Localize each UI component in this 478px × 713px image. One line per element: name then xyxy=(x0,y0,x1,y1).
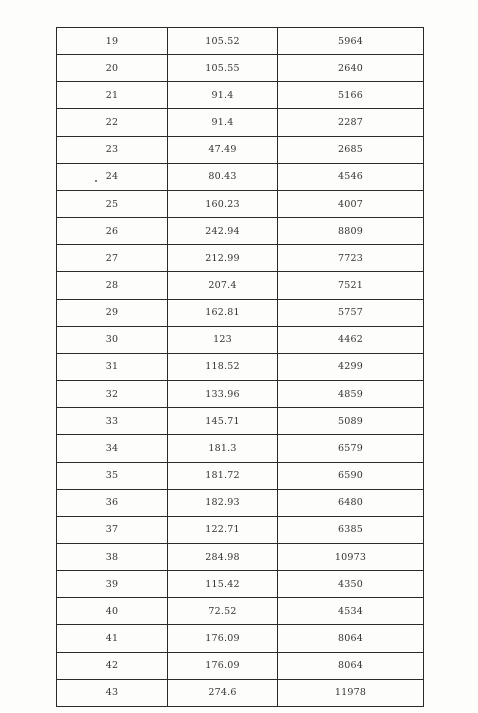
area-cell: 181.72 xyxy=(168,462,278,489)
row-number-cell: 21 xyxy=(57,82,168,109)
row-number-cell: 20 xyxy=(57,55,168,82)
area-cell: 115.42 xyxy=(168,571,278,598)
data-table xyxy=(56,27,424,707)
row-number-cell: 41 xyxy=(57,625,168,652)
table-row xyxy=(57,136,424,163)
area-cell: 207.4 xyxy=(168,272,278,299)
table-row xyxy=(57,109,424,136)
row-number-cell: 38 xyxy=(57,543,168,570)
row-number-cell: 35 xyxy=(57,462,168,489)
row-number-cell: 23 xyxy=(57,136,168,163)
area-cell: 72.52 xyxy=(168,598,278,625)
row-number-cell: 34 xyxy=(57,435,168,462)
area-cell: 91.4 xyxy=(168,82,278,109)
amount-cell: 4859 xyxy=(278,381,424,408)
row-number-cell: 43 xyxy=(57,679,168,706)
table-row xyxy=(57,516,424,543)
area-cell: 160.23 xyxy=(168,190,278,217)
table-row xyxy=(57,190,424,217)
table-row xyxy=(57,218,424,245)
area-cell: 284.98 xyxy=(168,543,278,570)
amount-cell: 5757 xyxy=(278,299,424,326)
area-cell: 145.71 xyxy=(168,408,278,435)
table-row xyxy=(57,55,424,82)
amount-cell: 4546 xyxy=(278,163,424,190)
row-number-cell: 36 xyxy=(57,489,168,516)
area-cell: 242.94 xyxy=(168,218,278,245)
row-number-cell: 19 xyxy=(57,28,168,55)
area-cell: 91.4 xyxy=(168,109,278,136)
row-number-cell: 32 xyxy=(57,381,168,408)
area-cell: 212.99 xyxy=(168,245,278,272)
row-number-cell: 28 xyxy=(57,272,168,299)
amount-cell: 4007 xyxy=(278,190,424,217)
table-row xyxy=(57,408,424,435)
row-number-cell: 33 xyxy=(57,408,168,435)
amount-cell: 5166 xyxy=(278,82,424,109)
amount-cell: 6590 xyxy=(278,462,424,489)
amount-cell: 4534 xyxy=(278,598,424,625)
table-row xyxy=(57,435,424,462)
area-cell: 47.49 xyxy=(168,136,278,163)
area-cell: 176.09 xyxy=(168,652,278,679)
area-cell: 118.52 xyxy=(168,353,278,380)
amount-cell: 2640 xyxy=(278,55,424,82)
table-row xyxy=(57,598,424,625)
area-cell: 181.3 xyxy=(168,435,278,462)
amount-cell: 5089 xyxy=(278,408,424,435)
amount-cell: 6480 xyxy=(278,489,424,516)
table-row xyxy=(57,381,424,408)
area-cell: 133.96 xyxy=(168,381,278,408)
row-number-cell: 24 xyxy=(57,163,168,190)
amount-cell: 6579 xyxy=(278,435,424,462)
table-row xyxy=(57,462,424,489)
area-cell: 176.09 xyxy=(168,625,278,652)
area-cell: 182.93 xyxy=(168,489,278,516)
amount-cell: 7723 xyxy=(278,245,424,272)
area-cell: 274.6 xyxy=(168,679,278,706)
row-number-cell: 40 xyxy=(57,598,168,625)
row-number-cell: 22 xyxy=(57,109,168,136)
table-row xyxy=(57,245,424,272)
amount-cell: 5964 xyxy=(278,28,424,55)
table-row xyxy=(57,625,424,652)
amount-cell: 2685 xyxy=(278,136,424,163)
row-number-cell: 26 xyxy=(57,218,168,245)
amount-cell: 6385 xyxy=(278,516,424,543)
table-row xyxy=(57,163,424,190)
table-row xyxy=(57,652,424,679)
table-row xyxy=(57,543,424,570)
row-number-cell: 25 xyxy=(57,190,168,217)
area-cell: 105.52 xyxy=(168,28,278,55)
row-number-cell: 37 xyxy=(57,516,168,543)
area-cell: 80.43 xyxy=(168,163,278,190)
area-cell: 105.55 xyxy=(168,55,278,82)
table-row xyxy=(57,353,424,380)
amount-cell: 8064 xyxy=(278,625,424,652)
table-body xyxy=(57,28,424,707)
table-row xyxy=(57,272,424,299)
amount-cell: 8064 xyxy=(278,652,424,679)
row-number-cell: 31 xyxy=(57,353,168,380)
amount-cell: 4299 xyxy=(278,353,424,380)
amount-cell: 7521 xyxy=(278,272,424,299)
amount-cell: 4462 xyxy=(278,326,424,353)
table-row xyxy=(57,489,424,516)
row-number-cell: 29 xyxy=(57,299,168,326)
table-row xyxy=(57,571,424,598)
amount-cell: 2287 xyxy=(278,109,424,136)
row-number-cell: 30 xyxy=(57,326,168,353)
area-cell: 122.71 xyxy=(168,516,278,543)
amount-cell: 4350 xyxy=(278,571,424,598)
row-number-cell: 27 xyxy=(57,245,168,272)
area-cell: 123 xyxy=(168,326,278,353)
row-number-cell: 39 xyxy=(57,571,168,598)
amount-cell: 10973 xyxy=(278,543,424,570)
table-row xyxy=(57,82,424,109)
row-number-cell: 42 xyxy=(57,652,168,679)
table-row xyxy=(57,326,424,353)
table-row xyxy=(57,28,424,55)
area-cell: 162.81 xyxy=(168,299,278,326)
amount-cell: 11978 xyxy=(278,679,424,706)
table-row xyxy=(57,679,424,706)
amount-cell: 8809 xyxy=(278,218,424,245)
table-row xyxy=(57,299,424,326)
